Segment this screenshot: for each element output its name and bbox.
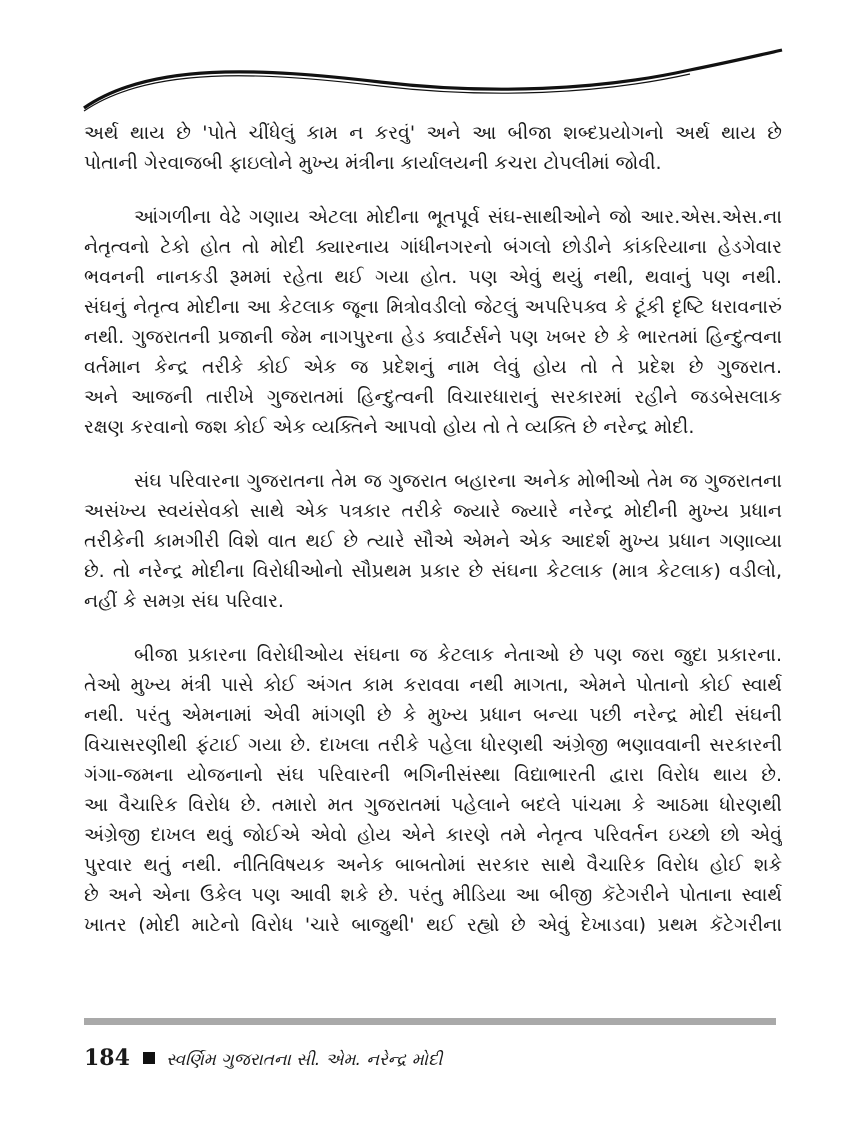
text-line: વિચાસરણીથી ફંટાઈ ગયા છે. દાખલા તરીકે પહેલા ધોરણથી અંગ્રેજી ભણાવવાની સરકારની [84, 734, 782, 756]
text-line: નહીં કે સમગ્ર સંઘ પરિવાર. [84, 590, 284, 612]
paragraph [84, 640, 782, 940]
text-line: પુરવાર થતું નથી. નીતિવિષયક અનેક બાબતોમાં સરકાર સાથે વૈચારિક વિરોધ હોઈ શકે [84, 854, 782, 876]
text-line: રક્ષણ કરવાનો જશ કોઈ એક વ્યક્તિને આપવો હોય તો તે વ્યક્તિ છે નરેન્દ્ર મોદી. [84, 416, 695, 438]
text-line: અર્થ થાય છે 'પોતે ચીંધેલું કામ ન કરવું' અને આ બીજા શબ્દપ્રયોગનો અર્થ થાય છે [84, 122, 782, 144]
text-line: નથી. ગુજરાતની પ્રજાની જેમ નાગપુરના હેડ ક્વાર્ટર્સને પણ ખબર છે કે ભારતમાં હિન્દુત્વના [84, 326, 782, 348]
text-line: સંઘ પરિવારના ગુજરાતના તેમ જ ગુજરાત બહારના અનેક મોભીઓ તેમ જ ગુજરાતના [134, 470, 782, 492]
text-line: ખાતર (મોદી માટેનો વિરોધ 'ચારે બાજુથી' થઈ રહ્યો છે એવું દેખાડવા) પ્રથમ કૅટેગરીના [84, 914, 782, 936]
text-line: તેઓ મુખ્ય મંત્રી પાસે કોઈ અંગત કામ કરાવવા નથી માગતા, એમને પોતાનો કોઈ સ્વાર્થ [84, 674, 782, 696]
text-line: અંગ્રેજી દાખલ થવું જોઈએ એવો હોય એને કારણે તમે નેતૃત્વ પરિવર્તન ઇચ્છો છો એવું [84, 824, 782, 846]
text-line: બીજા પ્રકારના વિરોધીઓય સંઘના જ કેટલાક નેતાઓ છે પણ જરા જુદા પ્રકારના. [134, 644, 782, 666]
text-line: આંગળીના વેઢે ગણાય એટલા મોદીના ભૂતપૂર્વ સંઘ-સાથીઓને જો આર.એસ.એસ.ના [134, 206, 782, 228]
page-number: 184 [84, 1045, 130, 1071]
header-wave-decoration [0, 0, 858, 120]
body-text [84, 118, 782, 940]
paragraph [84, 466, 782, 616]
page-footer [84, 1043, 442, 1073]
square-bullet-icon [143, 1052, 155, 1064]
text-line: નેતૃત્વનો ટેકો હોત તો મોદી ક્યારનાય ગાંધીનગરનો બંગલો છોડીને કાંકરિયાના હેડગેવાર [84, 236, 782, 258]
text-line: છે અને એના ઉકેલ પણ આવી શકે છે. પરંતુ મીડિયા આ બીજી કૅટેગરીને પોતાના સ્વાર્થ [84, 884, 782, 906]
text-line: વર્તમાન કેન્દ્ર તરીકે કોઈ એક જ પ્રદેશનું નામ લેવું હોય તો તે પ્રદેશ છે ગુજરાત. [84, 356, 782, 378]
paragraph [84, 202, 782, 442]
footer-rule [84, 1018, 776, 1025]
text-line: સંઘનું નેતૃત્વ મોદીના આ કેટલાક જૂના મિત્રોવડીલો જેટલું અપરિપક્વ કે ટૂંકી દૃષ્ટિ ધરાવનારું [84, 296, 782, 318]
text-line: છે. તો નરેન્દ્ર મોદીના વિરોધીઓનો સૌપ્રથમ પ્રકાર છે સંઘના કેટલાક (માત્ર કેટલાક) વડીલો, [84, 560, 782, 582]
text-line: અસંખ્ય સ્વયંસેવકો સાથે એક પત્રકાર તરીકે જ્યારે જ્યારે નરેન્દ્ર મોદીની મુખ્ય પ્રધાન [84, 500, 782, 522]
text-line: પોતાની ગેરવાજબી ફાઇલોને મુખ્ય મંત્રીના કાર્યાલયની કચરા ટોપલીમાં જોવી. [84, 152, 662, 174]
running-footer-title: સ્વર્ણિમ ગુજરાતના સી. એમ. નરેન્દ્ર મોદી [166, 1050, 443, 1070]
text-line: તરીકેની કામગીરી વિશે વાત થઈ છે ત્યારે સૌએ એમને એક આદર્શ મુખ્ય પ્રધાન ગણાવ્યા [84, 530, 782, 552]
paragraph [84, 118, 782, 178]
text-line: ગંગા-જમના યોજનાનો સંઘ પરિવારની ભગિનીસંસ્થા વિદ્યાભારતી દ્વારા વિરોધ થાય છે. [84, 764, 782, 786]
text-line: આ વૈચારિક વિરોધ છે. તમારો મત ગુજરાતમાં પહેલાને બદલે પાંચમા કે આઠમા ધોરણથી [84, 794, 782, 816]
text-line: નથી. પરંતુ એમનામાં એવી માંગણી છે કે મુખ્ય પ્રધાન બન્યા પછી નરેન્દ્ર મોદી સંઘની [84, 704, 782, 726]
text-line: ભવનની નાનકડી રૂમમાં રહેતા થઈ ગયા હોત. પણ એવું થયું નથી, થવાનું પણ નથી. [84, 266, 782, 288]
text-line: અને આજની તારીખે ગુજરાતમાં હિન્દુત્વની વિચારધારાનું સરકારમાં રહીને જડબેસલાક [84, 386, 782, 408]
